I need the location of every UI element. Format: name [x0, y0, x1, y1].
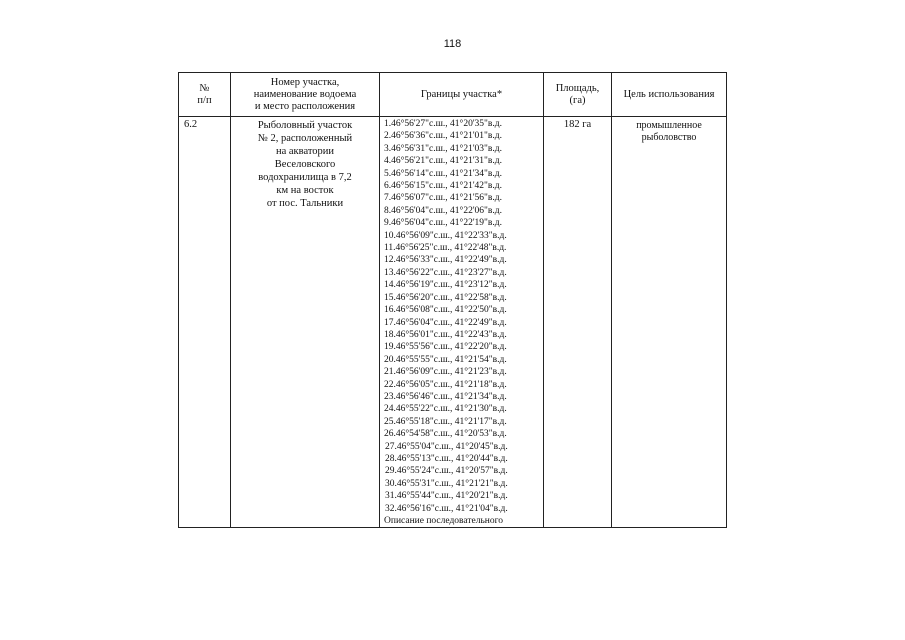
row-area: 182 га	[544, 117, 612, 528]
boundary-point: 10.46°56'09"с.ш., 41°22'33"в.д.	[384, 230, 507, 241]
boundary-point: 13.46°56'22"с.ш., 41°23'27"в.д.	[384, 267, 507, 278]
boundary-point: 22.46°56'05"с.ш., 41°21'18"в.д.	[384, 379, 507, 390]
boundary-point: 21.46°56'09"с.ш., 41°21'23"в.д.	[384, 367, 507, 378]
boundary-point: 31.46°55'44"с.ш., 41°20'21"в.д.	[385, 491, 508, 502]
row-bounds	[380, 117, 544, 528]
boundary-point: 6.46°56'15"с.ш., 41°21'42"в.д.	[384, 181, 503, 192]
header-purpose: Цель использования	[612, 73, 727, 117]
boundary-point: 29.46°55'24"с.ш., 41°20'57"в.д.	[385, 466, 508, 477]
boundary-point: 9.46°56'04"с.ш., 41°22'19"в.д.	[384, 218, 503, 229]
boundary-point: 16.46°56'08"с.ш., 41°22'50"в.д.	[384, 305, 507, 316]
boundary-point: 11.46°56'25"с.ш., 41°22'48"в.д.	[384, 243, 507, 254]
boundary-point: Описание последовательного	[384, 516, 504, 526]
boundary-point: 17.46°56'04"с.ш., 41°22'49"в.д.	[384, 317, 507, 328]
header-num: № п/п	[179, 73, 231, 117]
table-row	[179, 117, 727, 528]
row-num: 6.2	[179, 117, 231, 528]
header-area: Площадь, (га)	[544, 73, 612, 117]
boundary-point: 1.46°56'27"с.ш., 41°20'35"в.д.	[384, 119, 503, 129]
boundary-point: 20.46°55'55"с.ш., 41°21'54"в.д.	[384, 354, 507, 365]
row-name: Рыболовный участок № 2, расположенный на акватории Веселовского водохранилища в 7,2 км на восток от пос. Тальники	[231, 117, 380, 528]
header-bounds: Границы участка*	[380, 73, 544, 117]
boundary-point: 5.46°56'14"с.ш., 41°21'34"в.д.	[384, 168, 503, 179]
boundary-point: 23.46°56'46"с.ш., 41°21'34"в.д.	[384, 391, 507, 402]
page-number: 118	[443, 38, 462, 50]
boundary-point: 3.46°56'31"с.ш., 41°21'03"в.д.	[384, 143, 503, 154]
boundary-point: 25.46°55'18"с.ш., 41°21'17"в.д.	[384, 416, 507, 427]
boundary-point: 4.46°56'21"с.ш., 41°21'31"в.д.	[384, 156, 503, 167]
boundary-point: 30.46°55'31"с.ш., 41°21'21"в.д.	[385, 478, 508, 489]
row-purpose: промышленное рыболовство	[612, 117, 727, 528]
boundary-point: 12.46°56'33"с.ш., 41°22'49"в.д.	[384, 255, 507, 266]
boundary-point: 18.46°56'01"с.ш., 41°22'43"в.д.	[384, 329, 507, 340]
table-header-row	[179, 73, 727, 117]
fishing-area-table	[178, 72, 727, 528]
boundary-point: 14.46°56'19"с.ш., 41°23'12"в.д.	[384, 280, 507, 291]
boundary-point: 19.46°55'56"с.ш., 41°22'20"в.д.	[384, 342, 507, 353]
boundary-point: 26.46°54'58"с.ш., 41°20'53"в.д.	[384, 429, 507, 440]
boundary-point: 8.46°56'04"с.ш., 41°22'06"в.д.	[384, 205, 503, 216]
boundary-point: 27.46°55'04"с.ш., 41°20'45"в.д.	[385, 441, 508, 452]
header-name: Номер участка, наименование водоема и место расположения	[231, 73, 380, 117]
boundary-point: 32.46°56'16"с.ш., 41°21'04"в.д.	[385, 503, 508, 514]
boundary-point: 15.46°56'20"с.ш., 41°22'58"в.д.	[384, 292, 507, 303]
boundary-point: 2.46°56'36"с.ш., 41°21'01"в.д.	[384, 131, 503, 142]
boundary-point: 28.46°55'13"с.ш., 41°20'44"в.д.	[385, 453, 508, 464]
boundary-point: 7.46°56'07"с.ш., 41°21'56"в.д.	[384, 193, 503, 204]
boundary-point: 24.46°55'22"с.ш., 41°21'30"в.д.	[384, 404, 507, 415]
